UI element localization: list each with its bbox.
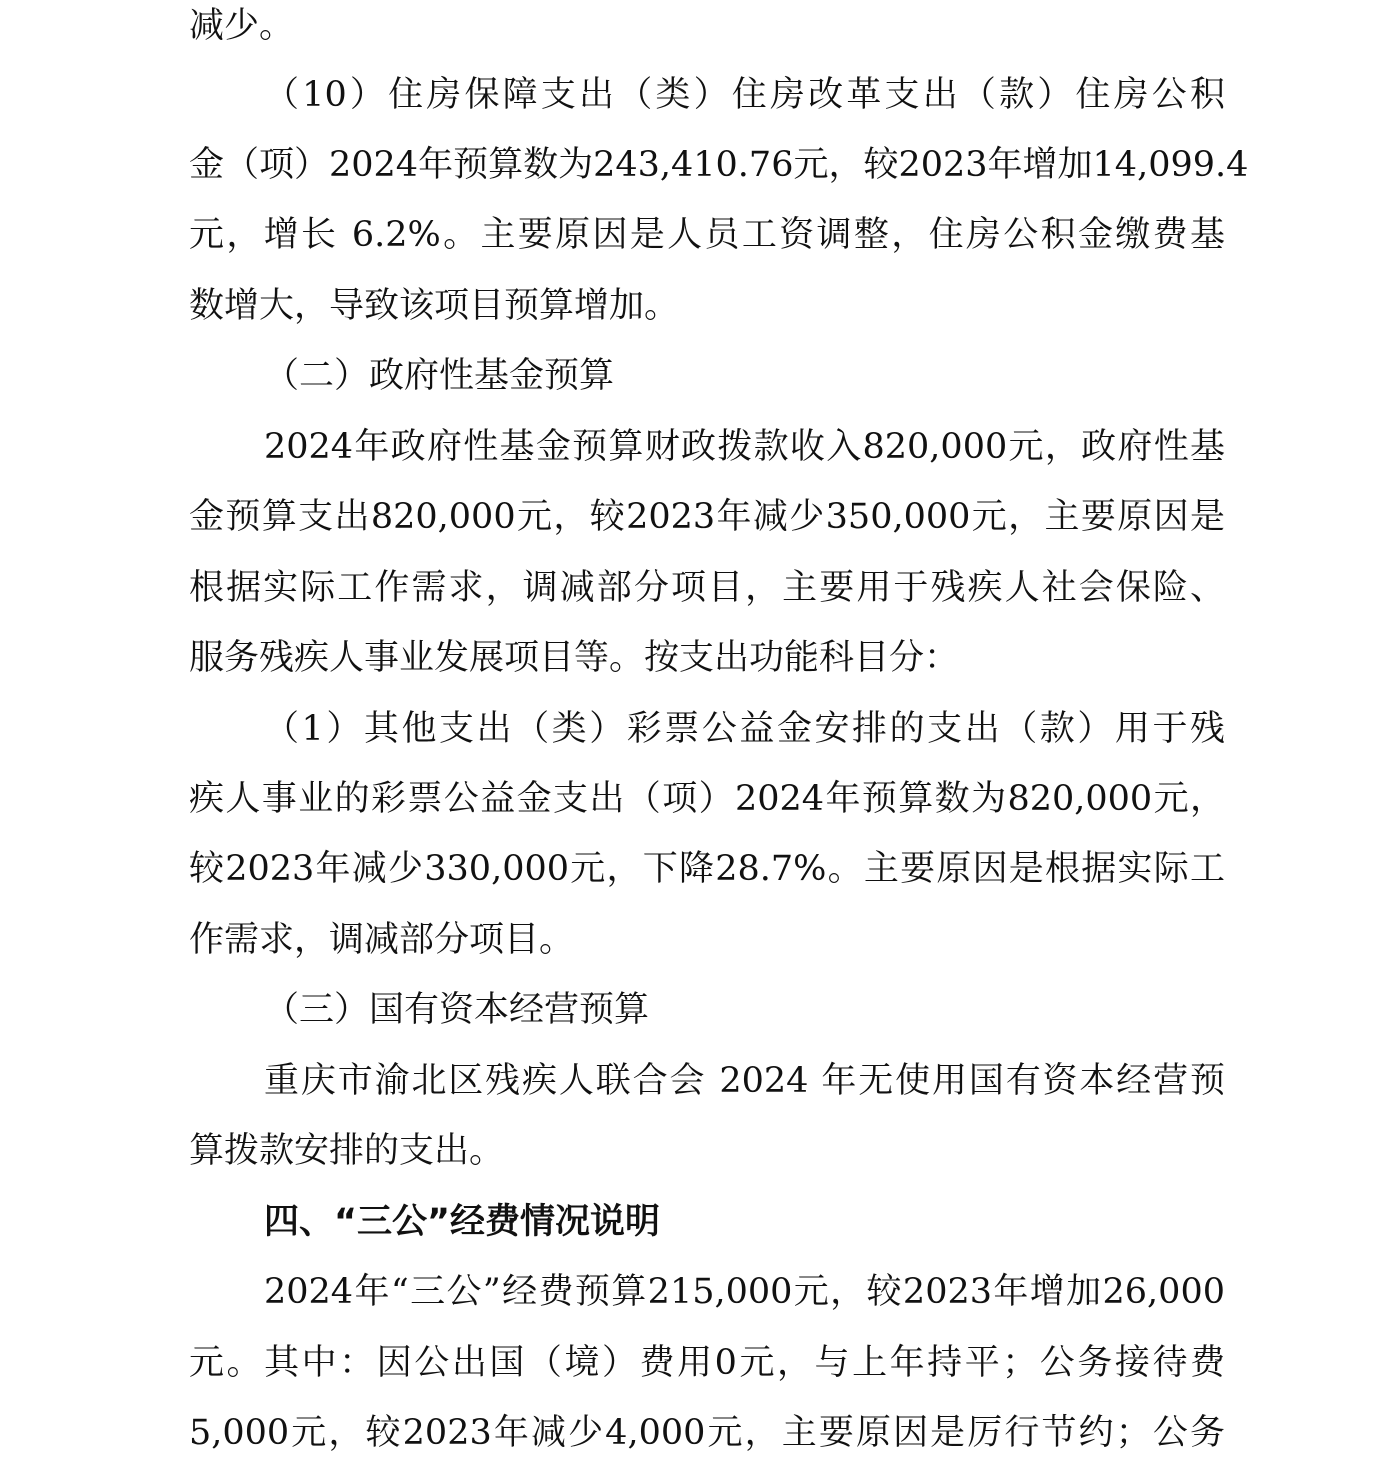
paragraph-line: 疾人事业的彩票公益金支出（项）2024年预算数为820,000元，: [189, 779, 1225, 819]
section-heading-state-capital: （三）国有资本经营预算: [264, 990, 650, 1030]
paragraph-line: 服务残疾人事业发展项目等。按支出功能科目分：: [189, 638, 960, 678]
paragraph-line: 数增大，导致该项目预算增加。: [189, 286, 680, 326]
paragraph-line: 较2023年减少330,000元，下降28.7%。主要原因是根据实际工: [189, 849, 1225, 889]
paragraph-line: （10）住房保障支出（类）住房改革支出（款）住房公积: [264, 75, 1225, 115]
paragraph-line: 元，增长 6.2%。主要原因是人员工资调整，住房公积金缴费基: [189, 215, 1225, 255]
paragraph-line: 算拨款安排的支出。: [189, 1131, 505, 1171]
paragraph-line: 元。其中：因公出国（境）费用0元，与上年持平；公务接待费: [189, 1343, 1225, 1383]
paragraph-line: 减少。: [189, 6, 295, 46]
paragraph-line: 2024年政府性基金预算财政拨款收入820,000元，政府性基: [264, 427, 1225, 467]
paragraph-line: 5,000元，较2023年减少4,000元，主要原因是厉行节约；公务: [189, 1413, 1225, 1453]
paragraph-line: 重庆市渝北区残疾人联合会 2024 年无使用国有资本经营预: [264, 1061, 1225, 1101]
paragraph-line: 2024年“三公”经费预算215,000元，较2023年增加26,000: [264, 1272, 1225, 1312]
paragraph-line: 根据实际工作需求，调减部分项目，主要用于残疾人社会保险、: [189, 568, 1225, 608]
paragraph-line: （1）其他支出（类）彩票公益金安排的支出（款）用于残: [264, 709, 1225, 749]
paragraph-line: 金预算支出820,000元，较2023年减少350,000元，主要原因是: [189, 497, 1225, 537]
paragraph-line: 金（项）2024年预算数为243,410.76元，较2023年增加14,099.4: [189, 145, 1249, 185]
paragraph-line: 作需求，调减部分项目。: [189, 920, 575, 960]
section-heading-gov-fund: （二）政府性基金预算: [264, 356, 615, 396]
section-heading-three-public-expenses: 四、“三公”经费情况说明: [264, 1202, 661, 1242]
